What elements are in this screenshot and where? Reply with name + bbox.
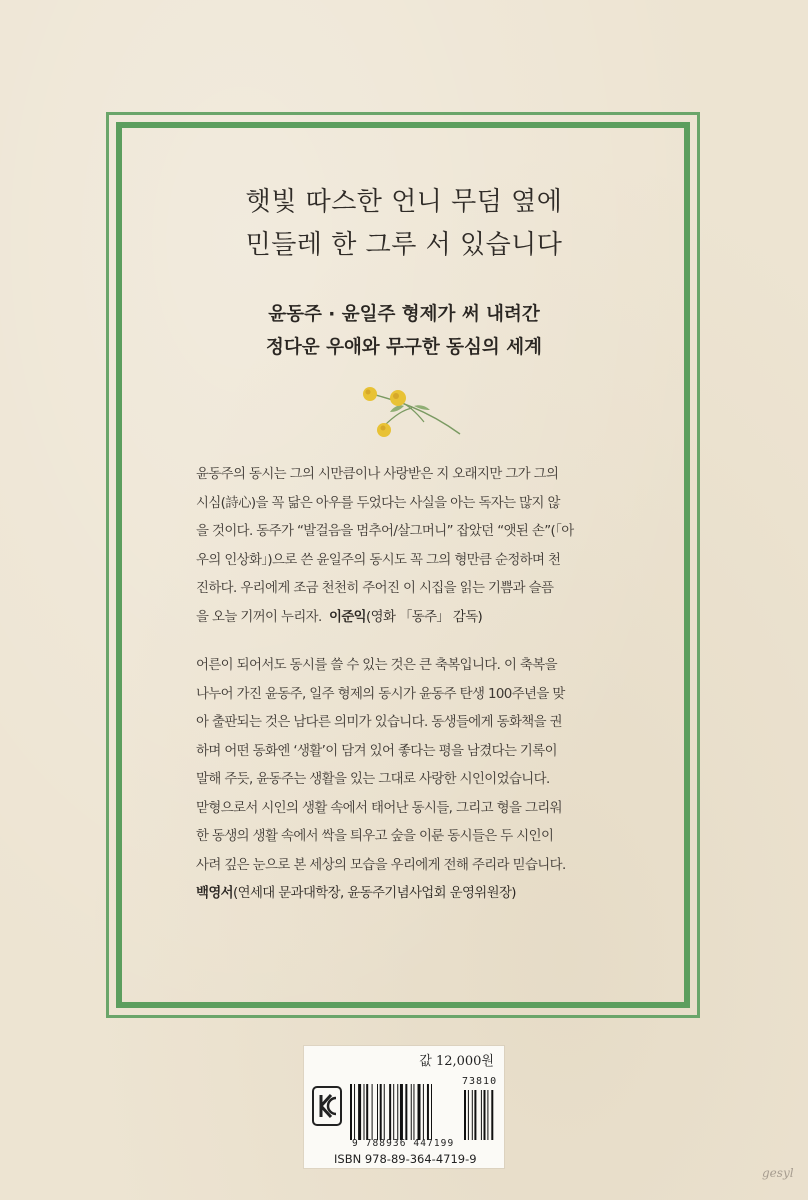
addon-bar (474, 1090, 476, 1140)
addon-bar (481, 1090, 482, 1140)
barcode-bar (397, 1084, 398, 1140)
barcode-bar (393, 1084, 394, 1140)
barcode-bar (366, 1084, 368, 1140)
testimonial-line: 나누어 가진 윤동주, 일주 형제의 동시가 윤동주 탄생 100주년을 맞 (196, 686, 565, 702)
testimonial-line: 한 동생의 생활 속에서 싹을 틔우고 숲을 이룬 동시들은 두 시인이 (196, 829, 554, 844)
addon-bar (468, 1090, 469, 1140)
subheading-line-1: 윤동주 · 윤일주 형제가 써 내려간 (268, 304, 540, 325)
barcode-label (304, 1046, 504, 1168)
addon-bar (487, 1090, 488, 1140)
testimonial-line: 을 것이다. 동주가 “발걸음을 멈추어/살그머니” 잡았던 “앳된 손”(「아 (196, 524, 574, 539)
dandelion-illustration (354, 382, 464, 442)
testimonial-line: 말해 주듯, 윤동주는 생활을 있는 그대로 사랑한 시인이었습니다. (196, 772, 550, 787)
barcode-bars (350, 1076, 498, 1140)
signature-title: (연세대 문과대학장, 윤동주기념사업회 운영위원장) (233, 886, 516, 901)
barcode-bar (431, 1084, 432, 1140)
barcode-bar (405, 1084, 407, 1140)
testimonial-line: 어른이 되어서도 동시를 쓸 수 있는 것은 큰 축복입니다. 이 축복을 (196, 658, 557, 673)
kc-mark-icon (312, 1086, 342, 1126)
signature-name: 이준익 (328, 609, 366, 625)
isbn-number: ISBN 978-89-364-4719-9 (334, 1152, 477, 1166)
testimonial-line: 우의 인상화」)으로 쓴 윤일주의 동시도 꼭 그의 형만큼 순정하며 천 (196, 552, 561, 568)
testimonial-line: 진하다. 우리에게 조금 천천히 주어진 이 시집을 읽는 기쁨과 슬픔 (196, 581, 554, 596)
barcode-bar (364, 1084, 365, 1140)
addon-bar (472, 1090, 473, 1140)
headline-line-1: 햇빛 따스한 언니 무덤 옆에 (245, 187, 563, 217)
barcode-bar (389, 1084, 391, 1140)
subheading-line-2: 정다운 우애와 무구한 동심의 세계 (266, 337, 542, 358)
testimonial-line: 사려 깊은 눈으로 본 세상의 모습을 우리에게 전해 주리라 믿습니다. (196, 857, 566, 873)
barcode-bar (423, 1084, 424, 1140)
addon-bar (464, 1090, 466, 1140)
testimonial-line: 아 출판되는 것은 남다른 의미가 있습니다. 동생들에게 동화책을 권 (196, 715, 562, 730)
signature-name: 백영서 (196, 886, 234, 901)
barcode-bar (372, 1084, 373, 1140)
barcode-bar (427, 1084, 429, 1140)
barcode-bar (358, 1084, 361, 1140)
headline-line-2: 민들레 한 그루 서 있습니다 (245, 230, 563, 260)
barcode-bar (418, 1084, 421, 1140)
testimonial-baek-young-seo (196, 652, 616, 909)
addon-bar (491, 1090, 493, 1140)
barcode-bar (413, 1084, 414, 1140)
signature-line (196, 880, 616, 909)
testimonial-lee-joon-ik (196, 461, 616, 632)
barcode-bar (400, 1084, 403, 1140)
testimonial-line: 맏형으로서 시인의 생활 속에서 태어난 동시들, 그리고 형을 그리워 (196, 800, 562, 816)
barcode-bar (411, 1084, 412, 1140)
testimonial-text: 을 오늘 기꺼이 누리자. (196, 609, 322, 625)
testimonial-line: 시심(詩心)을 꼭 닮은 아우를 두었다는 사실을 아는 독자는 많지 않 (196, 495, 560, 511)
barcode-bar (380, 1084, 382, 1140)
price-label: 값 12,000원 (419, 1054, 494, 1069)
barcode-bar (377, 1084, 378, 1140)
barcode-bar (354, 1084, 355, 1140)
testimonial-line: 하며 어떤 동화엔 ‘생활’이 담겨 있어 좋다는 평을 남겼다는 기록이 (196, 743, 557, 759)
barcode-bar (350, 1084, 352, 1140)
addon-bar (484, 1090, 486, 1140)
testimonial-last-line (196, 604, 616, 633)
barcode-bar (384, 1084, 385, 1140)
testimonial-line: 윤동주의 동시는 그의 시만큼이나 사랑받은 지 오래지만 그가 그의 (196, 467, 559, 482)
watermark-text: gesyl (762, 1166, 794, 1180)
signature-title: (영화 「동주」 감독) (366, 609, 483, 625)
addon-code: 73810 (462, 1076, 498, 1087)
barcode-digits: 9 788936 447199 (352, 1138, 455, 1149)
